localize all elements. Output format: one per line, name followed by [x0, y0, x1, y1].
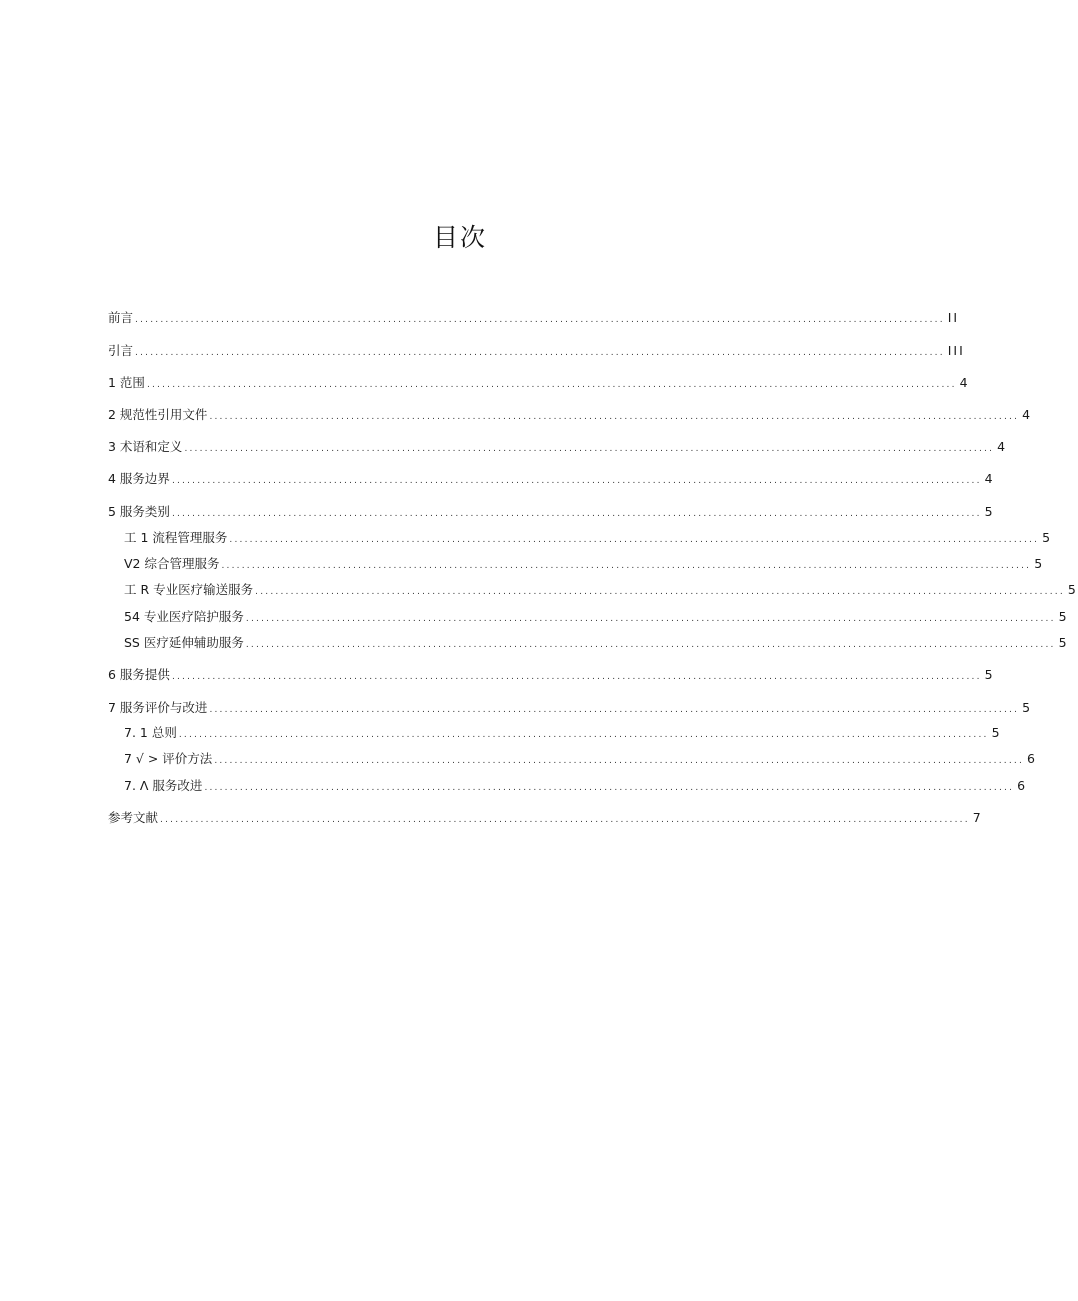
toc-entry-service-boundary[interactable] [108, 469, 995, 489]
toc-entry-label: SS 医疗延伸辅助服务 [124, 635, 244, 650]
toc-dot-leader: ................................................................................................................................................................ [171, 509, 982, 519]
toc-entry-page: 4 [1022, 407, 1033, 422]
toc-subentry-service-improvement[interactable] [124, 776, 1028, 796]
toc-entry-service-categories[interactable] [108, 502, 995, 522]
toc-entry-label: 1 范围 [108, 375, 145, 390]
toc-dot-leader: ................................................................................................................................................................ [135, 348, 945, 358]
toc-entry-page: 5 [1058, 635, 1069, 650]
toc-entry-label: 54 专业医疗陪护服务 [124, 609, 244, 624]
toc-dot-leader: ................................................................................................................................................................ [135, 315, 945, 325]
toc-entry-label: 3 术语和定义 [108, 439, 183, 454]
toc-entry-scope[interactable] [108, 373, 970, 393]
toc-entry-page: 5 [1058, 609, 1069, 624]
toc-dot-leader: ................................................................................................................................................................ [184, 444, 995, 454]
toc-dot-leader: ................................................................................................................................................................ [204, 783, 1015, 793]
toc-entry-page: 4 [959, 375, 970, 390]
toc-entry-page: III [947, 343, 965, 358]
toc-subentry-medical-auxiliary[interactable] [124, 633, 1069, 653]
toc-dot-leader: ................................................................................................................................................................ [255, 587, 1065, 597]
toc-entry-page: 5 [984, 667, 995, 682]
toc-entry-page: 4 [997, 439, 1008, 454]
toc-entry-bibliography[interactable] [108, 808, 983, 828]
toc-dot-leader: ................................................................................................................................................................ [214, 756, 1025, 766]
toc-entry-normative-references[interactable] [108, 405, 1033, 425]
toc-entry-terms-definitions[interactable] [108, 437, 1008, 457]
toc-entry-page: 5 [1022, 700, 1033, 715]
toc-entry-page: 5 [991, 725, 1002, 740]
toc-dot-leader: ................................................................................................................................................................ [229, 535, 1040, 545]
page-title: 目次 [432, 223, 487, 252]
toc-subentry-integrated-management[interactable] [124, 554, 1045, 574]
toc-entry-introduction[interactable] [108, 341, 965, 361]
toc-entry-label: 前言 [108, 310, 134, 325]
toc-subentry-process-management[interactable] [124, 528, 1053, 548]
toc-entry-page: 5 [1067, 582, 1078, 597]
toc-entry-page: 6 [1027, 751, 1037, 766]
toc-entry-page: 5 [984, 504, 995, 519]
toc-entry-label: 2 规范性引用文件 [108, 407, 208, 422]
toc-dot-leader: ................................................................................................................................................................ [171, 672, 982, 682]
toc-entry-label: 7 √ > 评价方法 [124, 751, 213, 766]
toc-dot-leader: ................................................................................................................................................................ [245, 640, 1056, 650]
toc-subentry-general[interactable] [124, 723, 1002, 743]
toc-dot-leader: ................................................................................................................................................................ [171, 476, 982, 486]
toc-entry-label: 参考文献 [108, 810, 159, 825]
toc-dot-leader: ................................................................................................................................................................ [209, 705, 1020, 715]
toc-dot-leader: ................................................................................................................................................................ [221, 561, 1032, 571]
toc-entry-preface[interactable] [108, 308, 960, 328]
toc-entry-label: 7. Λ 服务改进 [124, 778, 203, 793]
toc-entry-label: 工 1 流程管理服务 [124, 530, 228, 545]
toc-entry-page: 6 [1017, 778, 1028, 793]
toc-entry-label: 4 服务边界 [108, 471, 170, 486]
toc-entry-page: 5 [1042, 530, 1053, 545]
toc-entry-page: 7 [972, 810, 983, 825]
toc-entry-service-provision[interactable] [108, 665, 995, 685]
toc-subentry-medical-escort[interactable] [124, 607, 1069, 627]
toc-entry-label: 7. 1 总则 [124, 725, 177, 740]
toc-dot-leader: ................................................................................................................................................................ [146, 380, 957, 390]
toc-entry-evaluation-improvement[interactable] [108, 698, 1033, 718]
toc-entry-label: 5 服务类别 [108, 504, 170, 519]
toc-dot-leader: ................................................................................................................................................................ [160, 815, 970, 825]
toc-dot-leader: ................................................................................................................................................................ [178, 730, 989, 740]
toc-entry-label: 7 服务评价与改进 [108, 700, 208, 715]
toc-subentry-medical-transport[interactable] [124, 580, 1078, 600]
toc-entry-label: V2 综合管理服务 [124, 556, 220, 571]
toc-dot-leader: ................................................................................................................................................................ [209, 412, 1020, 422]
toc-entry-page: 5 [1034, 556, 1045, 571]
toc-entry-page: 4 [984, 471, 995, 486]
toc-entry-label: 工 R 专业医疗输送服务 [124, 582, 254, 597]
toc-entry-page: II [947, 310, 960, 325]
toc-subentry-evaluation-method[interactable] [124, 749, 1037, 769]
toc-entry-label: 引言 [108, 343, 134, 358]
toc-entry-label: 6 服务提供 [108, 667, 170, 682]
toc-dot-leader: ................................................................................................................................................................ [245, 614, 1056, 624]
